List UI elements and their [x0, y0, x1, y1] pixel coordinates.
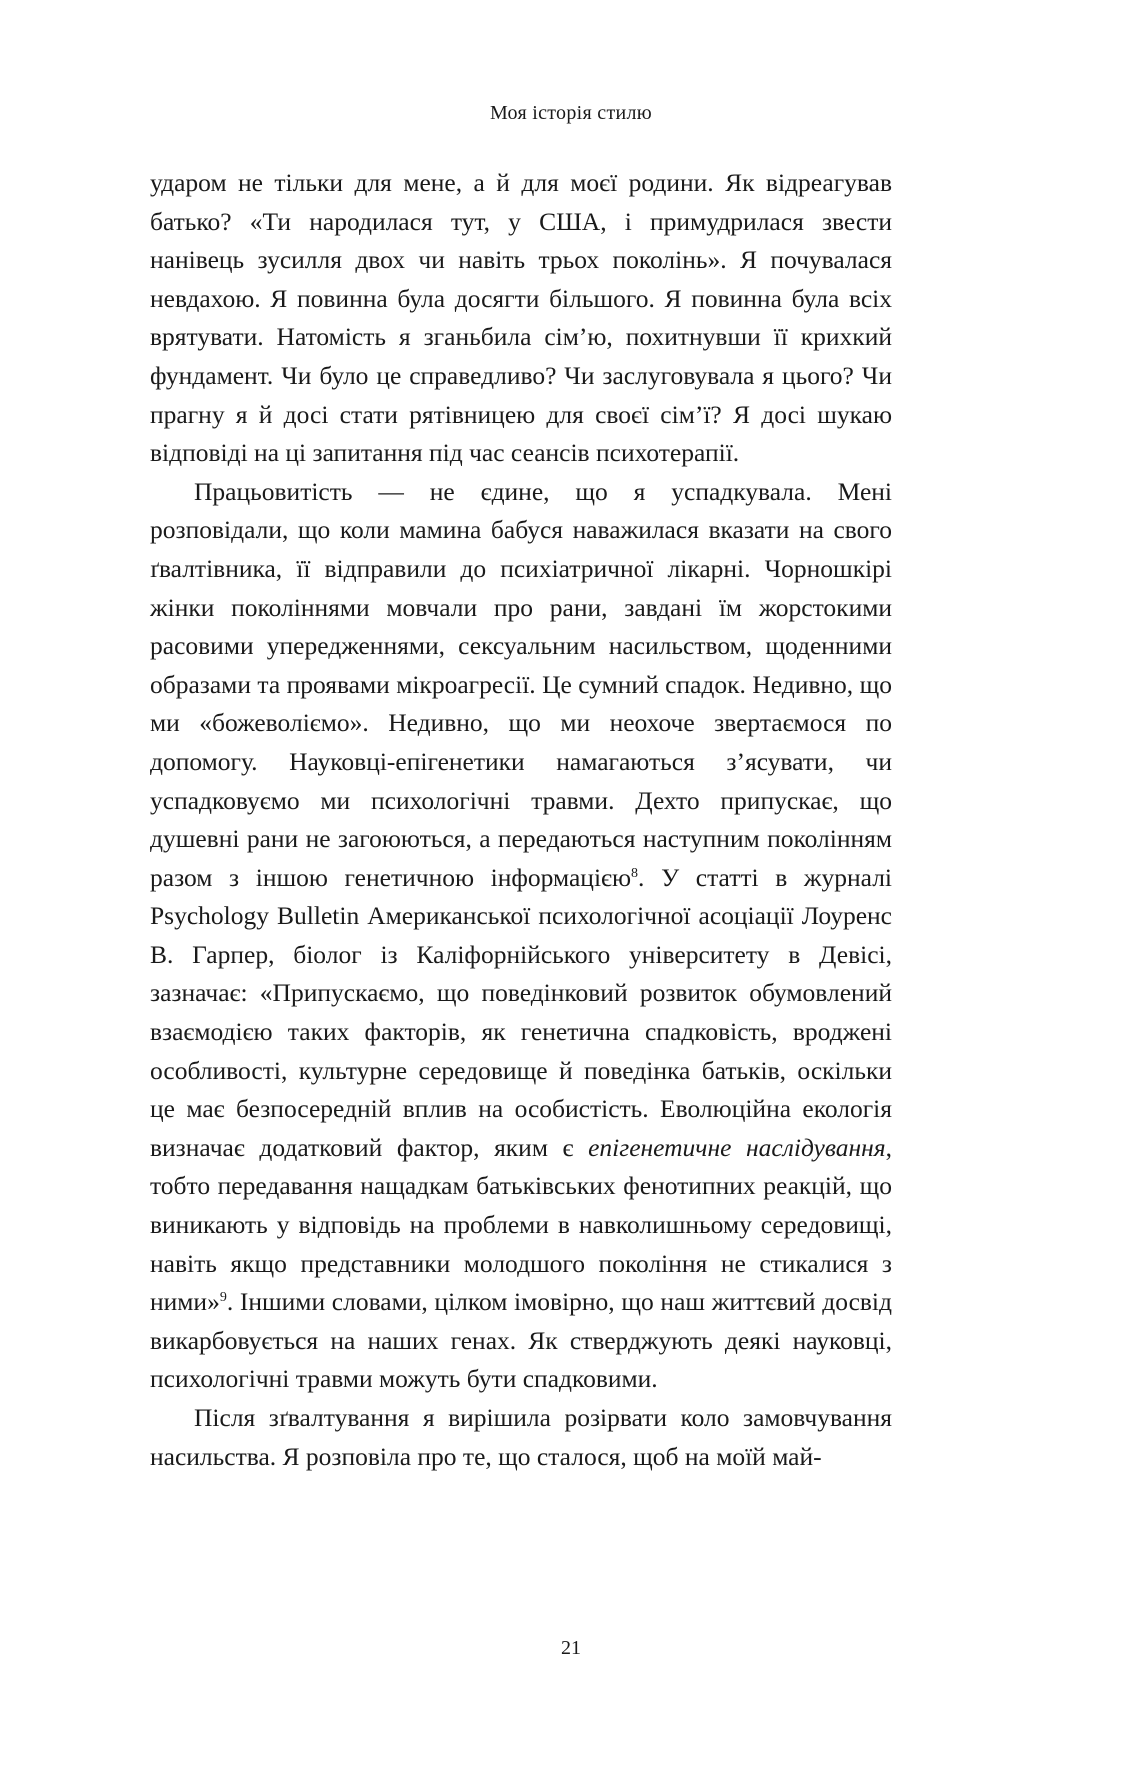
paragraph-3: Після зґвалтування я вирішила розірвати коло замовчування насильства. Я розповіла про те, що сталося, щоб на моїй май- — [150, 1403, 892, 1471]
footnote-marker-9[interactable]: 9 — [219, 1290, 227, 1306]
running-head: Моя історія стилю — [489, 102, 653, 124]
paragraph-2-part-1: Працьовитість — не єдине, що я успадкувала. Мені розповідали, що коли мамина бабуся наважилася вказати на свого ґвалтівника, її відправили до психіатричної лікарні. Чорношкірі жінки поколіннями мовчали про рани, завдані їм жорстокими расовими упередженнями, сексуальним насильством, щоденними образами та проявами мікроагресії. Це сумний спадок. Недивно, що ми «божеволіємо». Недивно, що ми неохоче звертаємося по допомогу. Науковці-епігенетики намагаються з’ясувати, чи успадковуємо ми психологічні травми. Дехто припускає, що душевні рани не загоюються, а передаються наступним поколінням разом з іншою генетичною інформацією — [150, 476, 892, 892]
body-text — [150, 164, 892, 1476]
paragraph-2-part-4: . Іншими словами, цілком імовірно, що наш життєвий досвід викарбовується на наших генах. Як стверджують деякі науковці, психологічні травми можуть бути спадковими. — [150, 1287, 892, 1394]
paragraph-2-part-2: . У статті в журналі Psychology Bulletin Американської психологічної асоціації Лоуренс В. Гарпер, біолог із Каліфорнійського університету в Девісі, зазначає: «Припускаємо, що поведінковий розвиток обумовлений взаємодією таких факторів, як генетична спадковість, вроджені особливості, культурне середовище й поведінка батьків, оскільки це має безпосередній вплив на особистість. Еволюційна екологія визначає додатковий фактор, яким є — [150, 862, 892, 1162]
italic-term: епігенетичне наслідування — [588, 1132, 886, 1162]
paragraph-2-part-3: , тобто передавання нащадкам батьківських фенотипних реакцій, що виникають у відповідь на проблеми в навколишньому середовищі, навіть якщо представники молодшого покоління не стикалися з ними» — [150, 1132, 893, 1317]
paragraph-2 — [150, 473, 892, 1399]
page-number: 21 — [561, 1637, 581, 1659]
paragraph-1: ударом не тільки для мене, а й для моєї родини. Як відреагував батько? «Ти народилася тут, у США, і примудрилася звести нанівець зусилля двох чи навіть трьох поколінь». Я почувалася невдахою. Я повинна була досягти більшого. Я повинна була всіх врятувати. Натомість я зганьбила сім’ю, похитнувши її крихкий фундамент. Чи було це справедливо? Чи заслуговувала я цього? Чи прагну я й досі стати рятівницею для своєї сім’ї? Я досі шукаю відповіді на ці запитання під час сеансів психотерапії. — [150, 168, 892, 468]
footnote-marker-8[interactable]: 8 — [631, 865, 639, 881]
